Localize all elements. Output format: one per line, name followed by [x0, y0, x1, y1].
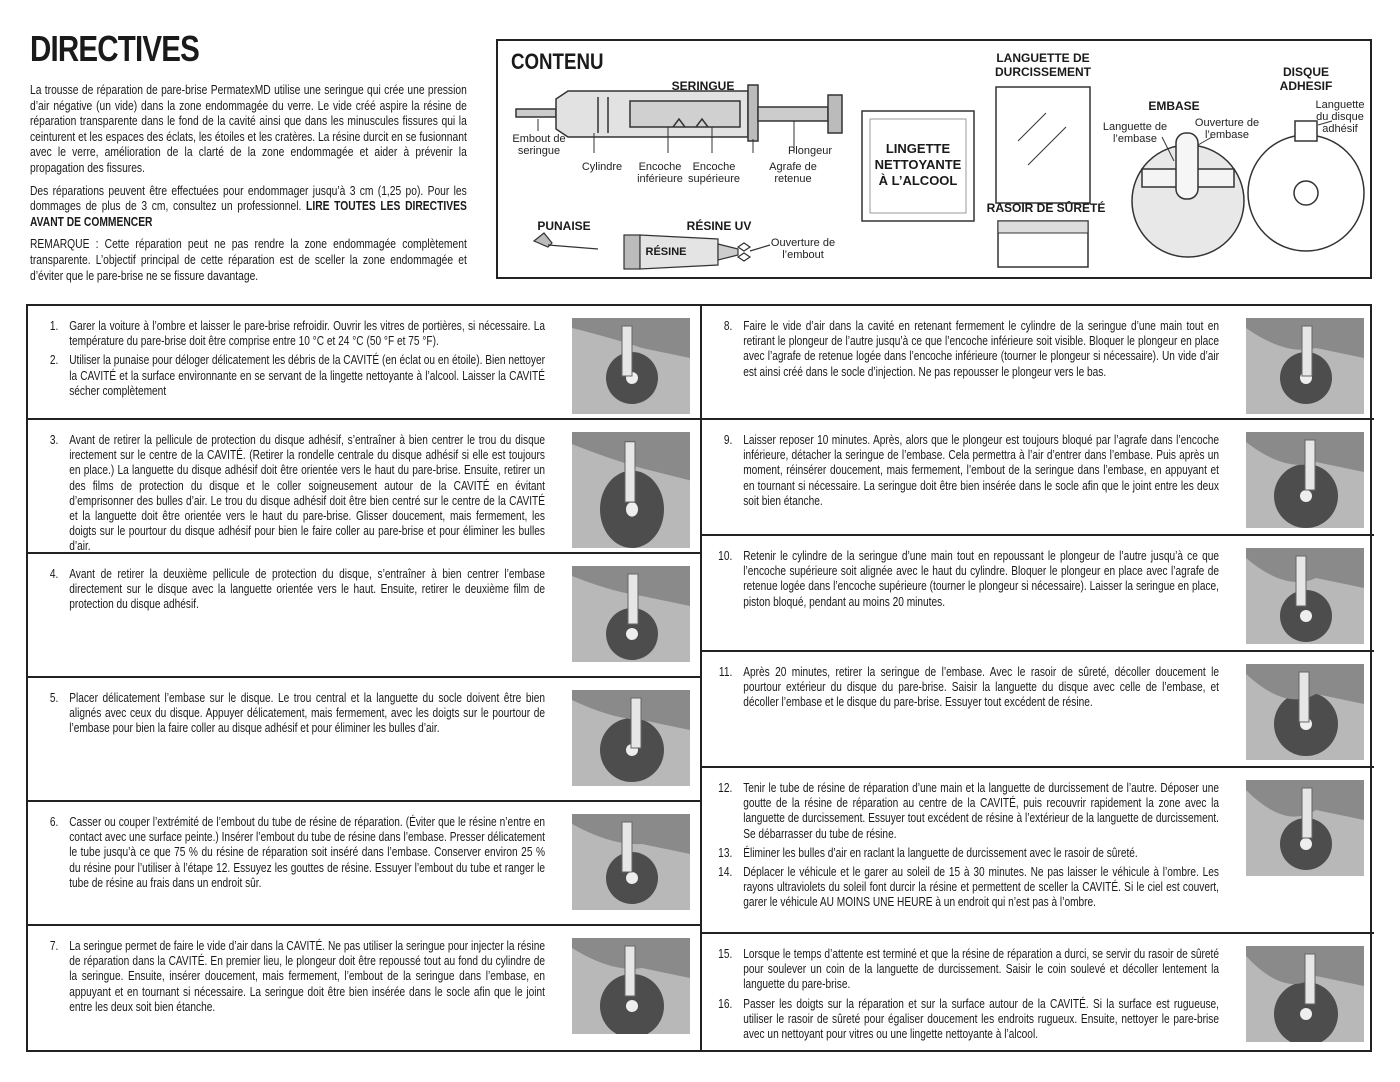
pin-heading: PUNAISE: [537, 219, 591, 233]
step-number: 5.: [49, 690, 59, 705]
step-cell: [28, 802, 700, 926]
step-text: [38, 690, 545, 740]
base-heading: EMBASE: [1148, 99, 1200, 113]
step-photo: [1246, 780, 1364, 876]
page-title: DIRECTIVES: [30, 28, 199, 69]
steps-left-column: [28, 306, 702, 1050]
clip-label: Agrafe de retenue: [769, 161, 817, 185]
razor-heading: RASOIR DE SÛRETÉ: [986, 201, 1106, 215]
step-photo: [572, 938, 690, 1034]
step-cell: [28, 554, 700, 678]
contents-box: [496, 39, 1372, 279]
step-number: 11.: [718, 664, 733, 679]
step-item: [712, 432, 1219, 508]
step-number: 9.: [723, 432, 733, 447]
step-item: [38, 690, 545, 736]
step-cell: [702, 306, 1374, 420]
steps-right-column: [702, 306, 1374, 1050]
base-tab-label: Languette de l’embase: [1102, 121, 1168, 145]
step-item: [38, 318, 545, 348]
base-illustration: [1132, 133, 1244, 257]
pin-illustration: [534, 233, 598, 249]
step-item: [38, 432, 545, 554]
step-number: 14.: [718, 864, 733, 880]
step-text: [712, 432, 1219, 512]
step-photo: [1246, 946, 1364, 1042]
step-item: [712, 845, 1219, 860]
intro-text: [30, 82, 467, 290]
step-number: 3.: [49, 432, 59, 447]
step-number: 1.: [49, 318, 59, 333]
step-instruction: Avant de retirer la deuxième pellicule de protection du disque, s’entraîner à bien centrer l’embase directement sur le disque avec la languette orientée vers le haut. Ensuite, retirer le deuxième film de protection du disque adhésif.: [69, 566, 545, 612]
step-item: [38, 352, 545, 398]
step-instruction: Laisser reposer 10 minutes. Après, alors que le plongeur est toujours bloqué par l’agrafe dans l’encoche inférieure, détacher la seringue de l’embase. Cela permettra à l’air d’entrer dans l’embase. Puis après un moment, réinsérer doucement, mais fermement, l’embout de la seringue dans l’embase, en appuyant et en tournant si nécessaire. La seringue doit être bien insérée dans le socle afin que le joint entre les deux soit bien étanche.: [743, 432, 1219, 508]
step-number: 15.: [718, 946, 733, 961]
step-photo: [1246, 318, 1364, 414]
step-instruction: Casser ou couper l’extrémité de l’embout du tube de résine de réparation. (Éviter que le résine n’entre en contact avec une surface peinte.) Insérer l’embout du tube de résine dans l’embase. Presser délicatement le tube jusqu’à ce que 75 % du résine de réparation soit inséré dans l’embase. Conserver environ 25 % du résine pour l’utiliser à l’étape 12. Essuyez les gouttes de résine. Essuyer l’embout du tube et ranger le tube de résine au frais dans un endroit sûr.: [69, 814, 545, 890]
step-instruction: Éliminer les bulles d’air en raclant la languette de durcissement avec le rasoir de sûreté.: [743, 844, 1138, 860]
plunger-label: Plongeur: [787, 145, 833, 157]
step-item: [712, 318, 1219, 379]
step-text: [38, 432, 545, 558]
disc-illustration: [1248, 121, 1364, 251]
razor-illustration: [998, 221, 1088, 267]
step-text: [712, 664, 1219, 714]
tip-opening-label: Ouverture de l’embout: [770, 237, 836, 261]
step-item: [712, 946, 1219, 992]
step-number: 10.: [718, 548, 733, 563]
upper-notch-label: Encoche supérieure: [688, 161, 740, 185]
step-instruction: La seringue permet de faire le vide d’air dans la CAVITÉ. Ne pas utiliser la seringue pour injecter la résine de réparation dans la CAVITÉ. En premier lieu, le plongeur doit être repoussé tout au fond du cylindre de la seringue. Ensuite, insérer doucement, mais fermement, l’embout de la seringue dans l’embase, en appuyant et en tournant si nécessaire. La seringue doit être bien insérée dans le socle afin que le joint entre les deux soit bien étanche.: [69, 938, 545, 1014]
alcohol-wipe-label: LINGETTE NETTOYANTE À L’ALCOOL: [874, 141, 962, 188]
steps-table: [26, 304, 1372, 1052]
step-photo: [572, 432, 690, 548]
step-number: 6.: [49, 814, 59, 829]
step-cell: [702, 420, 1374, 536]
step-text: [712, 548, 1219, 613]
step-text: [38, 318, 545, 402]
step-cell: [702, 536, 1374, 652]
intro-note: REMARQUE : Cette réparation peut ne pas rendre la zone endommagée complètement transparente. L’objectif principal de cette réparation est de sceller la zone endommagée et d’éviter que le pare-brise ne se fissure davantage.: [30, 236, 467, 283]
step-item: [38, 938, 545, 1014]
uv-resin-heading: RÉSINE UV: [686, 219, 752, 233]
resin-tube-label: RÉSINE: [645, 246, 687, 258]
step-number: 2.: [49, 352, 59, 368]
disc-tab-label: Languette du disque adhésif: [1315, 99, 1365, 135]
step-photo: [572, 566, 690, 662]
disc-heading: DISQUE ADHESIF: [1279, 65, 1333, 93]
step-instruction: Tenir le tube de résine de réparation d’une main et la languette de durcissement de l’autre. Déposer une goutte de la résine de réparation au centre de la CAVITÉ, puis recouvrir rapidement la zone avec la languette de durcissement. Essuyer tout excédent de résine à l’extérieur de la languette de durcissement. Se débarrasser du tube de résine.: [743, 780, 1219, 841]
step-photo: [572, 690, 690, 786]
step-text: [712, 780, 1219, 914]
step-instruction: Retenir le cylindre de la seringue d’une main tout en repoussant le plongeur de l’autre jusqu’à ce que l’encoche supérieure soit alignée avec le haut du cylindre. Bloquer le plongeur en place avec l’agrafe de retenue logée dans l’encoche supérieure (tourner le plongeur si nécessaire). Laisser la seringue en place, piston bloqué, pendant au moins 20 minutes.: [743, 548, 1219, 609]
syringe-tip-label: Embout de seringue: [512, 133, 566, 157]
step-instruction: Faire le vide d’air dans la cavité en retenant fermement le cylindre de la seringue d’une main tout en retirant le plongeur de l’autre jusqu’à ce que l’encoche inférieure soit visible. Bloquer le plongeur en place avec l’agrafe de retenue logée dans l’encoche inférieure (tourner le plongeur si nécessaire). Un vide d’air est ainsi créé dans le socle d’injection. Ne pas repousser le plongeur vers le bas.: [743, 318, 1219, 379]
intro-paragraph-1: La trousse de réparation de pare-brise PermatexMD utilise une seringue qui crée une pression d’air négative (un vide) dans la zone endommagée du verre. Le vide créé aspire la résine de réparation transparente dans le fond de la cavité ainsi que dans les minuscules fissures qui la ceinturent et les espaces des éclats, les étoiles et les cratères. La résine durcit en se fusionnant avec le verre, amélioration de la clarté de la zone endommagée et aider à prévenir la propagation des fissures.: [30, 82, 467, 175]
contents-title: CONTENU: [511, 49, 604, 74]
step-item: [712, 864, 1219, 910]
step-number: 13.: [718, 844, 733, 860]
step-number: 7.: [49, 938, 59, 953]
step-item: [712, 996, 1219, 1042]
step-cell: [28, 926, 700, 1050]
step-instruction: Après 20 minutes, retirer la seringue de l’embase. Avec le rasoir de sûreté, décoller doucement le pourtour extérieur du disque du pare-brise. Saisir la languette du disque avec celle de l’embase, et décoller l’embase et le disque du pare-brise. Essuyer tout excédent de résine.: [743, 664, 1219, 710]
step-item: [712, 548, 1219, 609]
step-text: [712, 946, 1219, 1045]
step-text: [38, 566, 545, 616]
read-all-warning: LIRE TOUTES LES DIRECTIVES AVANT DE COMMENCER: [30, 198, 467, 229]
step-cell: [702, 768, 1374, 934]
step-cell: [28, 306, 700, 420]
step-number: 16.: [718, 995, 733, 1011]
curing-tab-heading: LANGUETTE DE DURCISSEMENT: [994, 51, 1091, 79]
step-cell: [702, 934, 1374, 1050]
step-number: 12.: [718, 780, 733, 795]
step-text: [712, 318, 1219, 383]
step-number: 8.: [723, 318, 733, 333]
base-opening-label: Ouverture de l’embase: [1194, 117, 1260, 141]
step-instruction: Déplacer le véhicule et le garer au soleil de 15 à 30 minutes. Ne pas laisser le véhicule à l’ombre. Les rayons ultraviolets du soleil font durcir la résine et permettent de sceller la CAVITÉ. Si le ciel est couvert, garer le véhicule AU MOINS UNE HEURE à un endroit qui n’est pas à l’ombre.: [743, 864, 1219, 910]
step-text: [38, 814, 545, 894]
step-item: [38, 566, 545, 612]
syringe-heading: SERINGUE: [671, 79, 735, 93]
step-instruction: Garer la voiture à l’ombre et laisser le pare-brise refroidir. Ouvrir les vitres de portières, si nécessaire. La température du pare-brise doit être comprise entre 10 °C et 24 °C (50 °F et 75 °F).: [69, 318, 545, 349]
step-instruction: Passer les doigts sur la réparation et sur la surface autour de la CAVITÉ. Si la surface est rugueuse, utiliser le rasoir de sûreté pour égaliser doucement les endroits rugueux. Ensuite, nettoyer le pare-brise avec un nettoyant pour vitres ou une lingette nettoyante à l’alcool.: [743, 995, 1219, 1042]
step-photo: [1246, 432, 1364, 528]
step-cell: [702, 652, 1374, 768]
lower-notch-label: Encoche inférieure: [637, 161, 683, 185]
step-number: 4.: [49, 566, 59, 581]
step-instruction: Utiliser la punaise pour déloger délicatement les débris de la CAVITÉ (en éclat ou en étoile). Bien nettoyer la CAVITÉ et la surface environnante en se servant de la lingette nettoyante à l’alcool. Laisser la CAVITÉ sécher complètement: [69, 352, 545, 398]
step-instruction: Placer délicatement l’embase sur le disque. Le trou central et la languette du socle doivent être bien alignés avec ceux du disque. Appuyer délicatement, mais fermement, avec les doigts sur le pourtour de l’embase pour bien la faire coller au disque adhésif et pour éliminer les bulles d’air.: [69, 690, 545, 736]
curing-tab-illustration: [996, 87, 1090, 203]
cylinder-label: Cylindre: [581, 161, 623, 173]
step-instruction: Avant de retirer la pellicule de protection du disque adhésif, s’entraîner à bien centrer le trou du disque irectement sur le centre de la CAVITÉ. (Retirer la rondelle centrale du disque adhésif si elle est toujours en place.) La languette du disque adhésif doit être orientée vers le haut du pare-brise. Ensuite, retirer un des films de protection du disque et le coller soigneusement autour de la CAVITÉ en évitant d’emprisonner des bulles d’air. Le trou du disque adhésif doit être bien centré sur le centre de la CAVITÉ et la languette doit être orientée vers le haut du pare-brise. Glisser doucement, mais fermement, les doigts sur le pourtour du disque adhésif pour bien le faire coller au pare-brise et pour éliminer les bulles d’air.: [69, 432, 545, 554]
step-text: [38, 938, 545, 1018]
step-photo: [572, 814, 690, 910]
step-photo: [572, 318, 690, 414]
step-photo: [1246, 664, 1364, 760]
step-instruction: Lorsque le temps d’attente est terminé et que la résine de réparation a durci, se servir du rasoir de sûreté pour soulever un coin de la languette de durcissement. Saisir le coin soulevé et décoller lentement la languette du pare-brise.: [743, 946, 1219, 992]
step-item: [38, 814, 545, 890]
step-cell: [28, 420, 700, 554]
step-photo: [1246, 548, 1364, 644]
step-item: [712, 780, 1219, 841]
intro-paragraph-2: Des réparations peuvent être effectuées pour endommager jusqu’à 3 cm (1,25 po). Pour les dommages de plus de 3 cm, consultez un professionnel. LIRE TOUTES LES DIRECTIVES AVANT DE COMMENCER: [30, 182, 467, 229]
step-cell: [28, 678, 700, 802]
step-item: [712, 664, 1219, 710]
